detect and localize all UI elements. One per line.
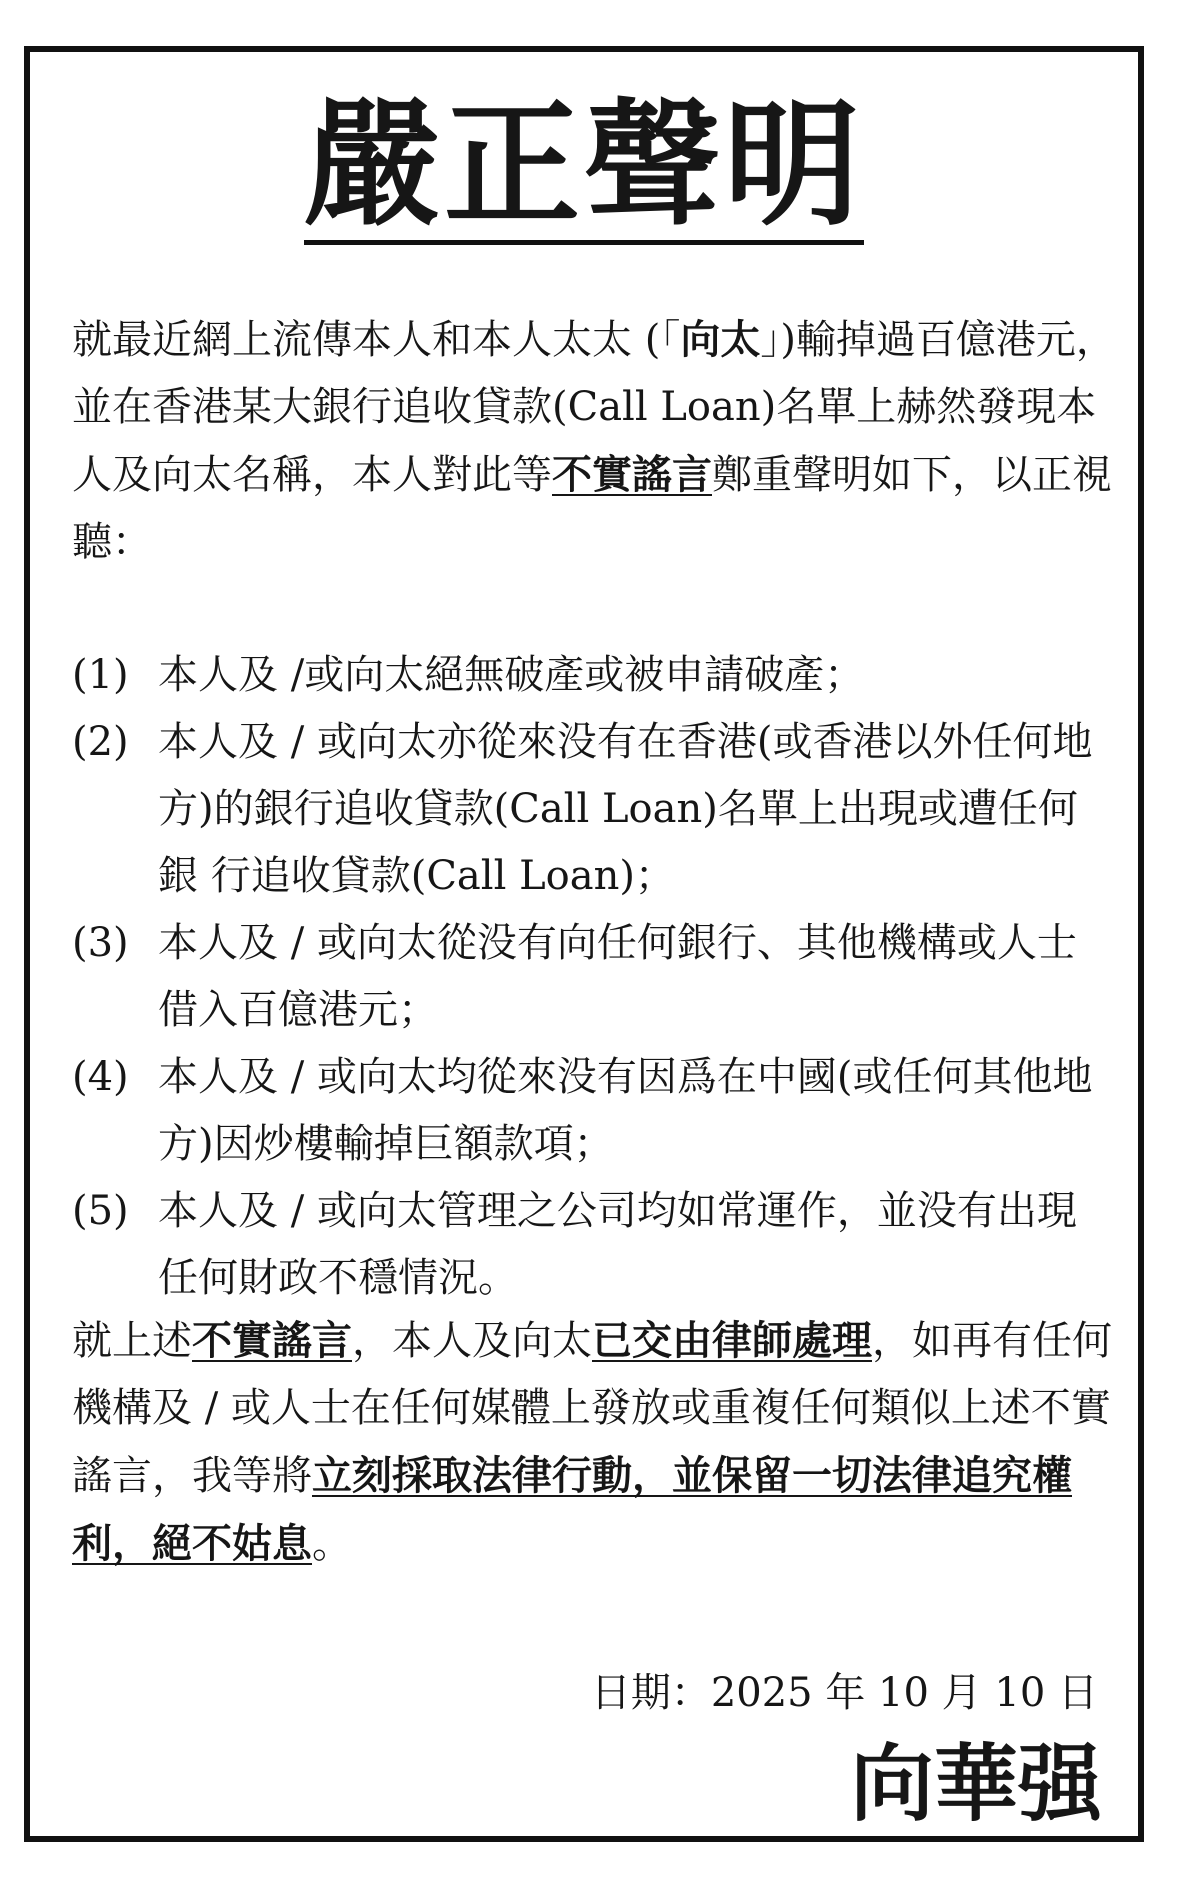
statement-title-text: 嚴正聲明 <box>304 87 864 245</box>
statement-title <box>30 87 1138 245</box>
closing-rumor-emphasis: 不實謠言 <box>192 1317 352 1364</box>
declaration-number: (3) <box>72 920 129 966</box>
wife-alias: 向太 <box>680 316 761 363</box>
declaration-text: 本人及 / 或向太均從來没有因爲在中國(或任何其他地方)因炒樓輸掉巨額款項； <box>158 1054 1093 1167</box>
lawyer-emphasis: 已交由律師處理 <box>592 1317 872 1364</box>
declaration-item <box>72 910 1116 1044</box>
declaration-number: (2) <box>72 719 129 765</box>
statement-sheet <box>24 46 1144 1842</box>
intro-text-3: 鄭重聲明如下，以正視聽： <box>72 452 1112 565</box>
declaration-text: 本人及 /或向太絕無破產或被申請破產； <box>158 652 865 698</box>
declaration-number: (5) <box>72 1188 129 1234</box>
declaration-item <box>72 709 1116 910</box>
intro-paragraph <box>72 306 1116 576</box>
signature: 向華强 <box>849 1735 1102 1833</box>
closing-text-1: 就上述 <box>72 1318 192 1364</box>
declaration-list <box>72 642 1116 1312</box>
legal-action-emphasis: 立刻採取法律行動，並保留一切法律追究權利，絕不姑息 <box>72 1452 1072 1567</box>
declaration-text: 本人及 / 或向太管理之公司均如常運作，並没有出現任何財政不穩情況。 <box>158 1188 1077 1301</box>
closing-text-4: 。 <box>312 1521 352 1567</box>
declaration-number: (4) <box>72 1054 129 1100</box>
declaration-text: 本人及 / 或向太從没有向任何銀行、其他機構或人士借入百億港元； <box>158 920 1077 1033</box>
intro-text-1: 就最近網上流傳本人和本人太太 (「 <box>72 317 681 363</box>
declaration-item <box>72 1044 1116 1178</box>
statement-date: 日期：2025 年 10 月 10 日 <box>590 1670 1098 1716</box>
declaration-item <box>72 642 1116 709</box>
closing-paragraph <box>72 1307 1116 1578</box>
declaration-item <box>72 1178 1116 1312</box>
closing-text-2: ，本人及向太 <box>352 1318 592 1364</box>
declaration-text: 本人及 / 或向太亦從來没有在香港(或香港以外任何地方)的銀行追收貸款(Call Loan)名單上出現或遭任何銀 行追收貸款(Call Loan)； <box>158 719 1093 899</box>
closing-text-3: ，如再有任何機構及 / 或人士在任何媒體上發放或重複任何類似上述不實謠言，我等將 <box>72 1318 1112 1499</box>
intro-text-2: 」)輸掉過百億港元，並在香港某大銀行追收貸款(Call Loan)名單上赫然發現本人及向太名稱，本人對此等 <box>72 317 1116 498</box>
intro-rumor-emphasis: 不實謠言 <box>552 451 712 498</box>
declaration-number: (1) <box>72 652 129 698</box>
